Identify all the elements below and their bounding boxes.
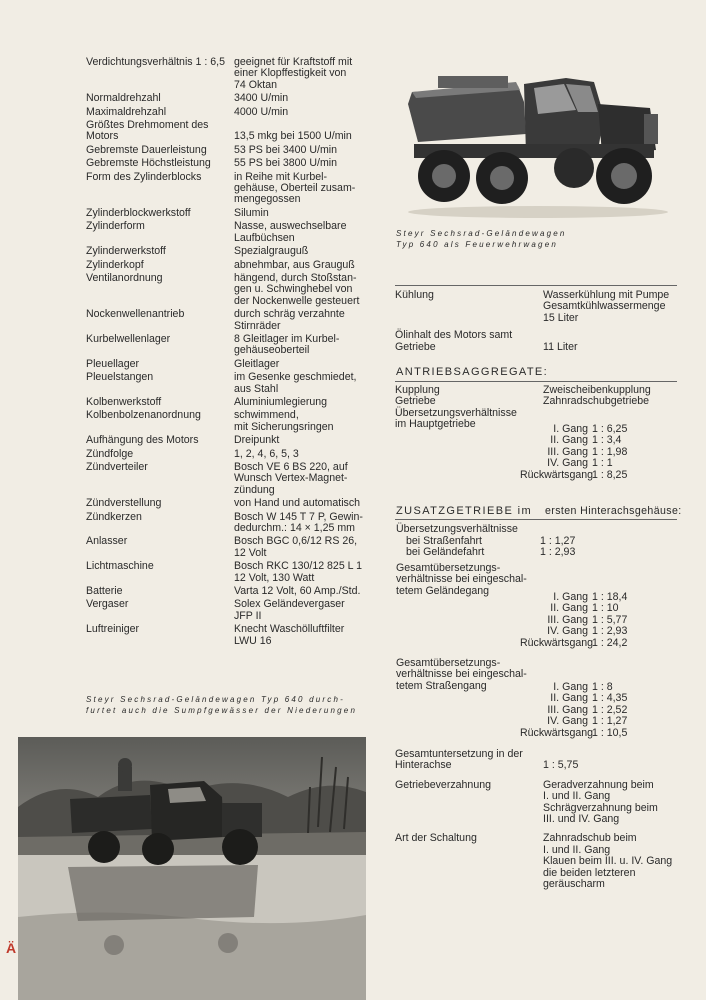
- spec-row: [395, 330, 669, 353]
- spec-row: [86, 57, 363, 91]
- spec-label: Kühlung: [395, 289, 434, 301]
- gear-ratio: 1 : 5,77: [592, 613, 628, 626]
- spec-value: 13,5 mkg bei 1500 U/min: [234, 130, 352, 143]
- bottom-photo-caption: Steyr Sechsrad-Geländewagen Typ 640 durch- furtet auch die Sumpfgewässer der Niederungen: [86, 695, 358, 715]
- haupt-gear-table: [520, 424, 627, 481]
- spec-value: hängend, durch Stoßstan- gen u. Schwinghebel von der Nockenwelle gesteuert: [234, 271, 360, 307]
- spec-value: schwimmend, mit Sicherungsringen: [234, 409, 334, 433]
- spec-label: Lichtmaschine: [86, 560, 154, 573]
- spec-value: in Reihe mit Kurbel- gehäuse, Oberteil zusam- mengegossen: [234, 170, 356, 206]
- spec-label: Zündverstellung: [86, 497, 162, 510]
- spec-value: geeignet für Kraftstoff mit einer Klopffestigkeit von 74 Oktan: [234, 56, 353, 91]
- spec-row: [395, 749, 672, 772]
- spec-label: Zylinderform: [86, 220, 145, 233]
- gear-name: IV. Gang: [547, 457, 588, 470]
- spec-value: Nasse, auswechselbare Laufbüchsen: [234, 220, 347, 244]
- fire-truck-photo: [398, 64, 676, 224]
- margin-mark: Ä: [6, 940, 17, 956]
- gear-ratio: 1 : 8: [592, 681, 613, 693]
- spec-value: abnehmbar, aus Grauguß: [234, 258, 355, 271]
- gear-ratio: 1 : 1,98: [592, 445, 628, 458]
- spec-label: Getriebeverzahnung: [395, 778, 491, 791]
- gear-name: Rückwärtsgang: [520, 636, 594, 649]
- gear-row: [520, 626, 627, 637]
- gear-row: [520, 470, 627, 481]
- fording-truck-photo: [18, 737, 366, 1000]
- zusatz-ratio-value: 1 : 2,93: [540, 546, 576, 559]
- spec-row: [86, 359, 363, 370]
- spec-value: Geradverzahnung beim I. und II. Gang Schrägverzahnung beim III. und IV. Gang: [543, 778, 658, 826]
- gear-ratio: 1 : 2,93: [592, 625, 628, 638]
- spec-label: Zylinderwerkstoff: [86, 245, 166, 258]
- spec-value: Bosch VE 6 BS 220, auf Wunsch Vertex-Magnet- zündung: [234, 461, 348, 496]
- spec-value: Bosch BGC 0,6/12 RS 26, 12 Volt: [234, 535, 358, 559]
- spec-value: Varta 12 Volt, 60 Amp./Std.: [234, 585, 361, 598]
- spec-value: Wasserkühlung mit Pumpe Gesamtkühlwassermenge 15 Liter: [543, 289, 670, 324]
- spec-row: [86, 158, 363, 169]
- gear-name: IV. Gang: [547, 625, 588, 638]
- zusatz-ratio-row: [406, 547, 575, 558]
- zusatz-ratio-value: 1 : 1,27: [540, 535, 576, 547]
- spec-row: [86, 145, 363, 156]
- spec-row: [86, 208, 363, 219]
- gear-row: [520, 728, 627, 739]
- spec-row: [86, 410, 363, 433]
- gear-ratio: 1 : 6,25: [592, 423, 628, 435]
- spec-value: von Hand und automatisch: [234, 497, 361, 510]
- spec-label: Pleuelstangen: [86, 371, 154, 384]
- spec-label: Größtes Drehmoment des Motors: [86, 119, 209, 143]
- spec-row: [86, 462, 363, 496]
- spec-value: 1 : 5,75: [543, 759, 579, 772]
- spec-label: Ventilanordnung: [86, 271, 163, 284]
- spec-row: [86, 561, 363, 584]
- transmission-spec-list: [395, 749, 672, 898]
- spec-label: Zündverteiler: [86, 461, 148, 473]
- gelaende-title: Gesamtübersetzungs- verhältnisse bei eingeschal- tetem Geländegang: [396, 562, 527, 597]
- spec-label: Normaldrehzahl: [86, 92, 161, 105]
- spec-value: Bosch W 145 T 7 P, Gewin- dedurchm.: 14 × 1,25 mm: [234, 510, 363, 535]
- divider-antrieb: [395, 381, 677, 382]
- spec-row: [86, 172, 363, 206]
- gear-ratio: 1 : 10,5: [592, 726, 628, 739]
- spec-label: Form des Zylinderblocks: [86, 170, 202, 183]
- spec-row: [86, 624, 363, 647]
- fording-illustration: [18, 737, 366, 1000]
- gear-name: II. Gang: [550, 692, 588, 705]
- spec-label: Maximaldrehzahl: [86, 105, 167, 118]
- spec-label: Pleuellager: [86, 357, 140, 370]
- spec-value: Gleitlager: [234, 357, 280, 370]
- gear-ratio: 1 : 3,4: [592, 434, 622, 447]
- spec-row: [86, 246, 363, 257]
- spec-value: Silumin: [234, 206, 269, 219]
- spec-value: Zahnradschubgetriebe: [543, 395, 650, 408]
- cooling-spec-list: [395, 290, 669, 359]
- spec-label: Vergaser: [86, 598, 129, 611]
- spec-label: Kolbenwerkstoff: [86, 395, 162, 408]
- zusatz-heading-right: ersten Hinterachsgehäuse:: [545, 505, 682, 517]
- zusatz-heading-left: ZUSATZGETRIEBE im: [396, 505, 533, 517]
- spec-value: 55 PS bei 3800 U/min: [234, 157, 338, 170]
- gear-ratio: 1 : 10: [592, 602, 619, 615]
- spec-label: Kupplung: [395, 384, 440, 396]
- engine-spec-list: [86, 57, 363, 649]
- gear-row: [520, 716, 627, 727]
- spec-label: Gesamtuntersetzung in der Hinterachse: [395, 748, 523, 772]
- gear-name: IV. Gang: [547, 715, 588, 728]
- spec-label: Kolbenbolzenanordnung: [86, 409, 201, 422]
- spec-label: Übersetzungsverhältnisse im Hauptgetriebe: [395, 406, 517, 431]
- spec-label: Verdichtungsverhältnis 1 : 6,5: [86, 56, 225, 68]
- spec-value: durch schräg verzahnte Stirnräder: [234, 308, 345, 332]
- spec-row: [86, 586, 363, 597]
- spec-row: [86, 273, 363, 307]
- strasse-title: Gesamtübersetzungs- verhältnisse bei eingeschal- tetem Straßengang: [396, 657, 527, 692]
- zusatz-ratio-list: [406, 536, 575, 559]
- gear-ratio: 1 : 1: [592, 457, 613, 470]
- spec-value: 1, 2, 4, 6, 5, 3: [234, 447, 299, 460]
- spec-label: Gebremste Höchstleistung: [86, 157, 211, 170]
- spec-label: Zylinderkopf: [86, 258, 144, 271]
- top-photo-caption: Steyr Sechsrad-Geländewagen Typ 640 als Feuerwehrwagen: [396, 229, 567, 249]
- antrieb-heading: ANTRIEBSAGGREGATE:: [396, 366, 549, 378]
- gear-row: [520, 458, 627, 469]
- spec-label: Batterie: [86, 585, 123, 598]
- spec-label: Zylinderblockwerkstoff: [86, 206, 191, 219]
- gear-name: II. Gang: [550, 434, 588, 447]
- spec-row: [395, 290, 669, 324]
- gear-name: I. Gang: [553, 423, 588, 435]
- spec-value: 8 Gleitlager im Kurbel- gehäuseoberteil: [234, 332, 340, 357]
- gear-name: I. Gang: [553, 681, 588, 693]
- gear-row: [520, 638, 627, 649]
- truck-illustration: [398, 64, 676, 224]
- gear-name: Rückwärtsgang: [520, 468, 594, 481]
- gear-ratio: 1 : 24,2: [592, 636, 628, 649]
- spec-value: Bosch RKC 130/12 825 L 1 12 Volt, 130 Watt: [234, 560, 362, 584]
- zusatz-ratio-label: bei Geländefahrt: [406, 546, 485, 559]
- zusatz-ratio-label: bei Straßenfahrt: [406, 535, 482, 547]
- spec-value: Knecht Waschölluftfilter LWU 16: [234, 623, 345, 647]
- spec-row: [86, 334, 363, 357]
- gelaende-gear-table: [520, 592, 627, 649]
- spec-value: Aluminiumlegierung: [234, 395, 328, 408]
- gear-ratio: 1 : 8,25: [592, 468, 628, 481]
- spec-row: [395, 833, 672, 890]
- spec-row: [395, 780, 672, 826]
- spec-value: Zahnradschub beim I. und II. Gang Klauen beim III. u. IV. Gang die beiden letzteren geräuscharm: [543, 832, 673, 891]
- spec-label: Zündfolge: [86, 447, 134, 460]
- spec-row: [86, 309, 363, 332]
- spec-label: Kurbelwellenlager: [86, 332, 171, 345]
- spec-label: Getriebe: [395, 395, 436, 408]
- gear-name: Rückwärtsgang: [520, 726, 594, 739]
- spec-value: Dreipunkt: [234, 434, 280, 447]
- divider-top: [395, 285, 677, 286]
- gear-name: III. Gang: [547, 613, 588, 626]
- spec-value: 53 PS bei 3400 U/min: [234, 143, 338, 156]
- spec-row: [86, 449, 363, 460]
- spec-label: Luftreiniger: [86, 623, 139, 636]
- gear-name: III. Gang: [547, 703, 588, 716]
- spec-row: [86, 498, 363, 509]
- gear-ratio: 1 : 4,35: [592, 692, 628, 705]
- divider-zusatz: [395, 519, 677, 520]
- spec-value: Zweischeibenkupplung: [543, 384, 651, 396]
- zusatz-ratio-title: Übersetzungsverhältnisse: [396, 523, 518, 535]
- spec-row: [86, 260, 363, 271]
- spec-label: Zündkerzen: [86, 510, 142, 523]
- spec-label: Gebremste Dauerleistung: [86, 143, 207, 156]
- spec-label: Ölinhalt des Motors samt Getriebe: [395, 329, 513, 353]
- gear-ratio: 1 : 2,52: [592, 703, 628, 716]
- spec-value: Spezialgrauguß: [234, 245, 309, 258]
- spec-value: 4000 U/min: [234, 105, 289, 118]
- spec-row: [86, 435, 363, 446]
- spec-row: [86, 221, 363, 244]
- spec-label: Aufhängung des Motors: [86, 434, 199, 447]
- spec-value: 11 Liter: [543, 340, 578, 353]
- spec-value: im Gesenke geschmiedet, aus Stahl: [234, 371, 357, 395]
- spec-row: [86, 93, 363, 104]
- spec-row: [86, 536, 363, 559]
- spec-label: Nockenwellenantrieb: [86, 308, 185, 321]
- gear-name: I. Gang: [553, 591, 588, 603]
- gear-ratio: 1 : 1,27: [592, 715, 628, 728]
- gear-name: II. Gang: [550, 602, 588, 615]
- spec-label: Art der Schaltung: [395, 832, 477, 845]
- spec-row: [86, 599, 363, 622]
- spec-value: 3400 U/min: [234, 92, 289, 105]
- spec-label: Anlasser: [86, 535, 128, 548]
- gear-ratio: 1 : 18,4: [592, 591, 628, 603]
- strasse-gear-table: [520, 682, 627, 739]
- gear-name: III. Gang: [547, 445, 588, 458]
- spec-row: [86, 107, 363, 118]
- spec-value: Solex Geländevergaser JFP II: [234, 598, 345, 622]
- spec-row: [86, 372, 363, 395]
- spec-row: [86, 397, 363, 408]
- spec-row: [86, 120, 363, 143]
- spec-row: [86, 512, 363, 535]
